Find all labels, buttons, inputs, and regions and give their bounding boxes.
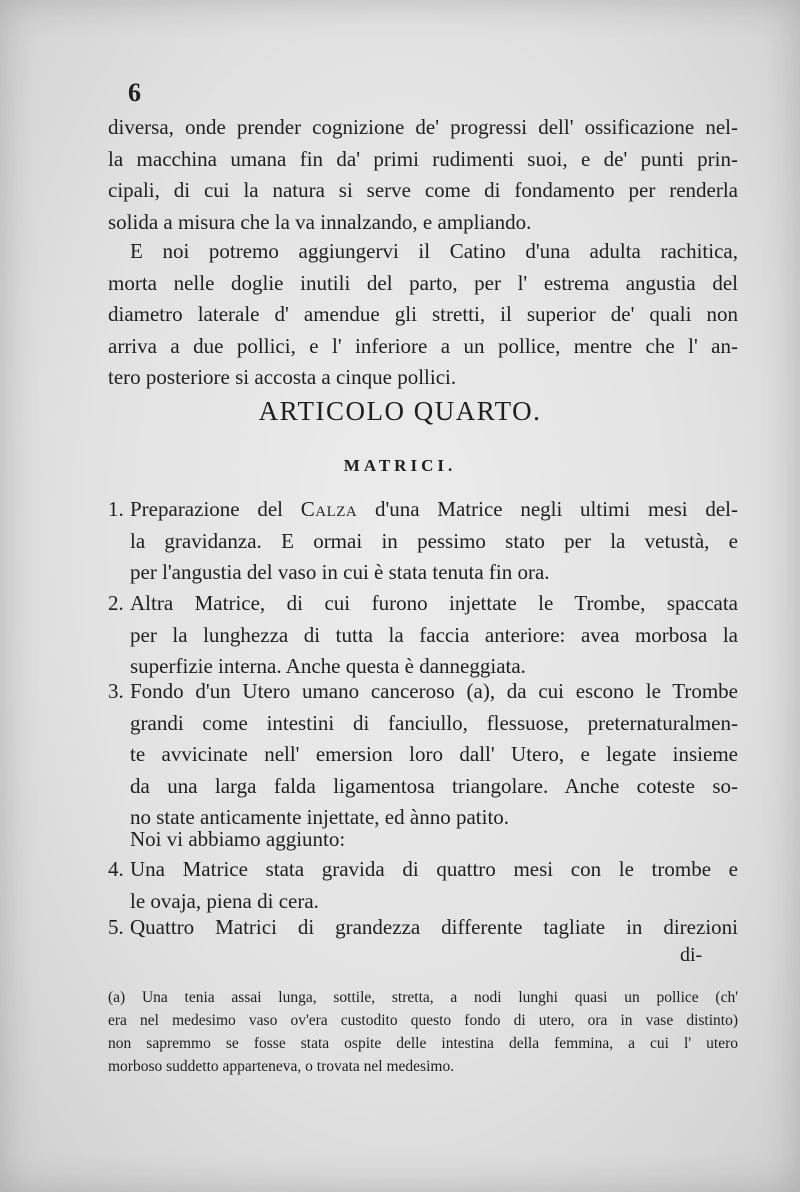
item-number: 4. xyxy=(108,857,124,881)
text-line: le ovaja, piena di cera. xyxy=(130,888,319,913)
footnote-line: morboso suddetto apparteneva, o trovata nel medesimo. xyxy=(108,1058,455,1075)
text-line: la gravidanza. E ormai in pessimo stato per la vetustà, e xyxy=(130,528,738,553)
text-line: Una Matrice stata gravida di quattro mesi con le trombe e xyxy=(130,857,738,881)
footnote-line: (a) Una tenia assai lunga, sottile, stretta, a nodi lunghi quasi un pollice (ch' xyxy=(108,989,738,1006)
intro-paragraph xyxy=(108,112,738,238)
text-line: grandi come intestini di fanciullo, flessuose, preternaturalmen- xyxy=(130,710,738,735)
text-line: Quattro Matrici di grandezza differente tagliate in direzioni xyxy=(130,915,738,939)
item-number: 2. xyxy=(108,591,124,615)
list-item xyxy=(108,676,738,834)
item-number: 3. xyxy=(108,679,124,703)
text-line: Preparazione del Calza d'una Matrice negli ultimi mesi del- xyxy=(130,497,739,521)
text-line: te avvicinate nell' emersion loro dall' Utero, e legate insieme xyxy=(130,742,738,766)
list-item xyxy=(108,588,738,683)
added-note: Noi vi abbiamo aggiunto: xyxy=(130,827,346,851)
text-line: E noi potremo aggiungervi il Catino d'una adulta rachitica, xyxy=(130,239,738,263)
second-paragraph xyxy=(108,236,738,394)
text-line: diversa, onde prender cognizione de' progressi dell' ossificazione nel- xyxy=(108,115,738,139)
list-item xyxy=(108,494,738,589)
footnote xyxy=(108,986,738,1078)
text-line: no state anticamente injettate, ed ànno patito. xyxy=(130,805,510,829)
article-heading: ARTICOLO QUARTO. xyxy=(258,396,542,426)
text-line: superfizie interna. Anche questa è danneggiata. xyxy=(130,654,526,678)
text-line: diametro laterale d' amendue gli stretti, il superior de' quali non xyxy=(108,302,738,326)
page-number: 6 xyxy=(128,78,141,107)
item-number: 1. xyxy=(108,497,124,521)
text-line: arriva a due pollici, e l' inferiore a un pollice, mentre che l' an- xyxy=(108,333,738,358)
list-item xyxy=(108,854,738,917)
catchword: di- xyxy=(680,944,703,966)
footnote-line: non sapremmo se fosse stata ospite delle intestina della femmina, a cui l' utero xyxy=(108,1035,738,1052)
text-line: tero posteriore si accosta a cinque pollici. xyxy=(108,365,457,389)
text-line: Fondo d'un Utero umano canceroso (a), da cui escono le Trombe xyxy=(130,679,738,703)
text-line: per l'angustia del vaso in cui è stata tenuta fin ora. xyxy=(130,560,550,584)
section-subheading: MATRICI. xyxy=(343,456,457,475)
text-line: solida a misura che la va innalzando, e ampliando. xyxy=(108,209,532,234)
text-line: per la lunghezza di tutta la faccia anteriore: avea morbosa la xyxy=(130,622,738,647)
item-number: 5. xyxy=(108,915,124,939)
text-line: la macchina umana fin da' primi rudimenti suoi, e de' punti prin- xyxy=(108,146,738,171)
text-line: cipali, di cui la natura si serve come di fondamento per renderla xyxy=(108,178,738,202)
text-line: Altra Matrice, di cui furono injettate le Trombe, spaccata xyxy=(130,591,738,615)
text-line: morta nelle doglie inutili del parto, per l' estrema angustia del xyxy=(108,270,738,295)
list-item xyxy=(108,912,738,944)
text-line: da una larga falda ligamentosa triangolare. Anche coteste so- xyxy=(130,773,738,798)
author-name: Calza xyxy=(300,497,358,521)
footnote-line: era nel medesimo vaso ov'era custodito questo fondo di utero, ora in vase distinto) xyxy=(108,1012,738,1029)
